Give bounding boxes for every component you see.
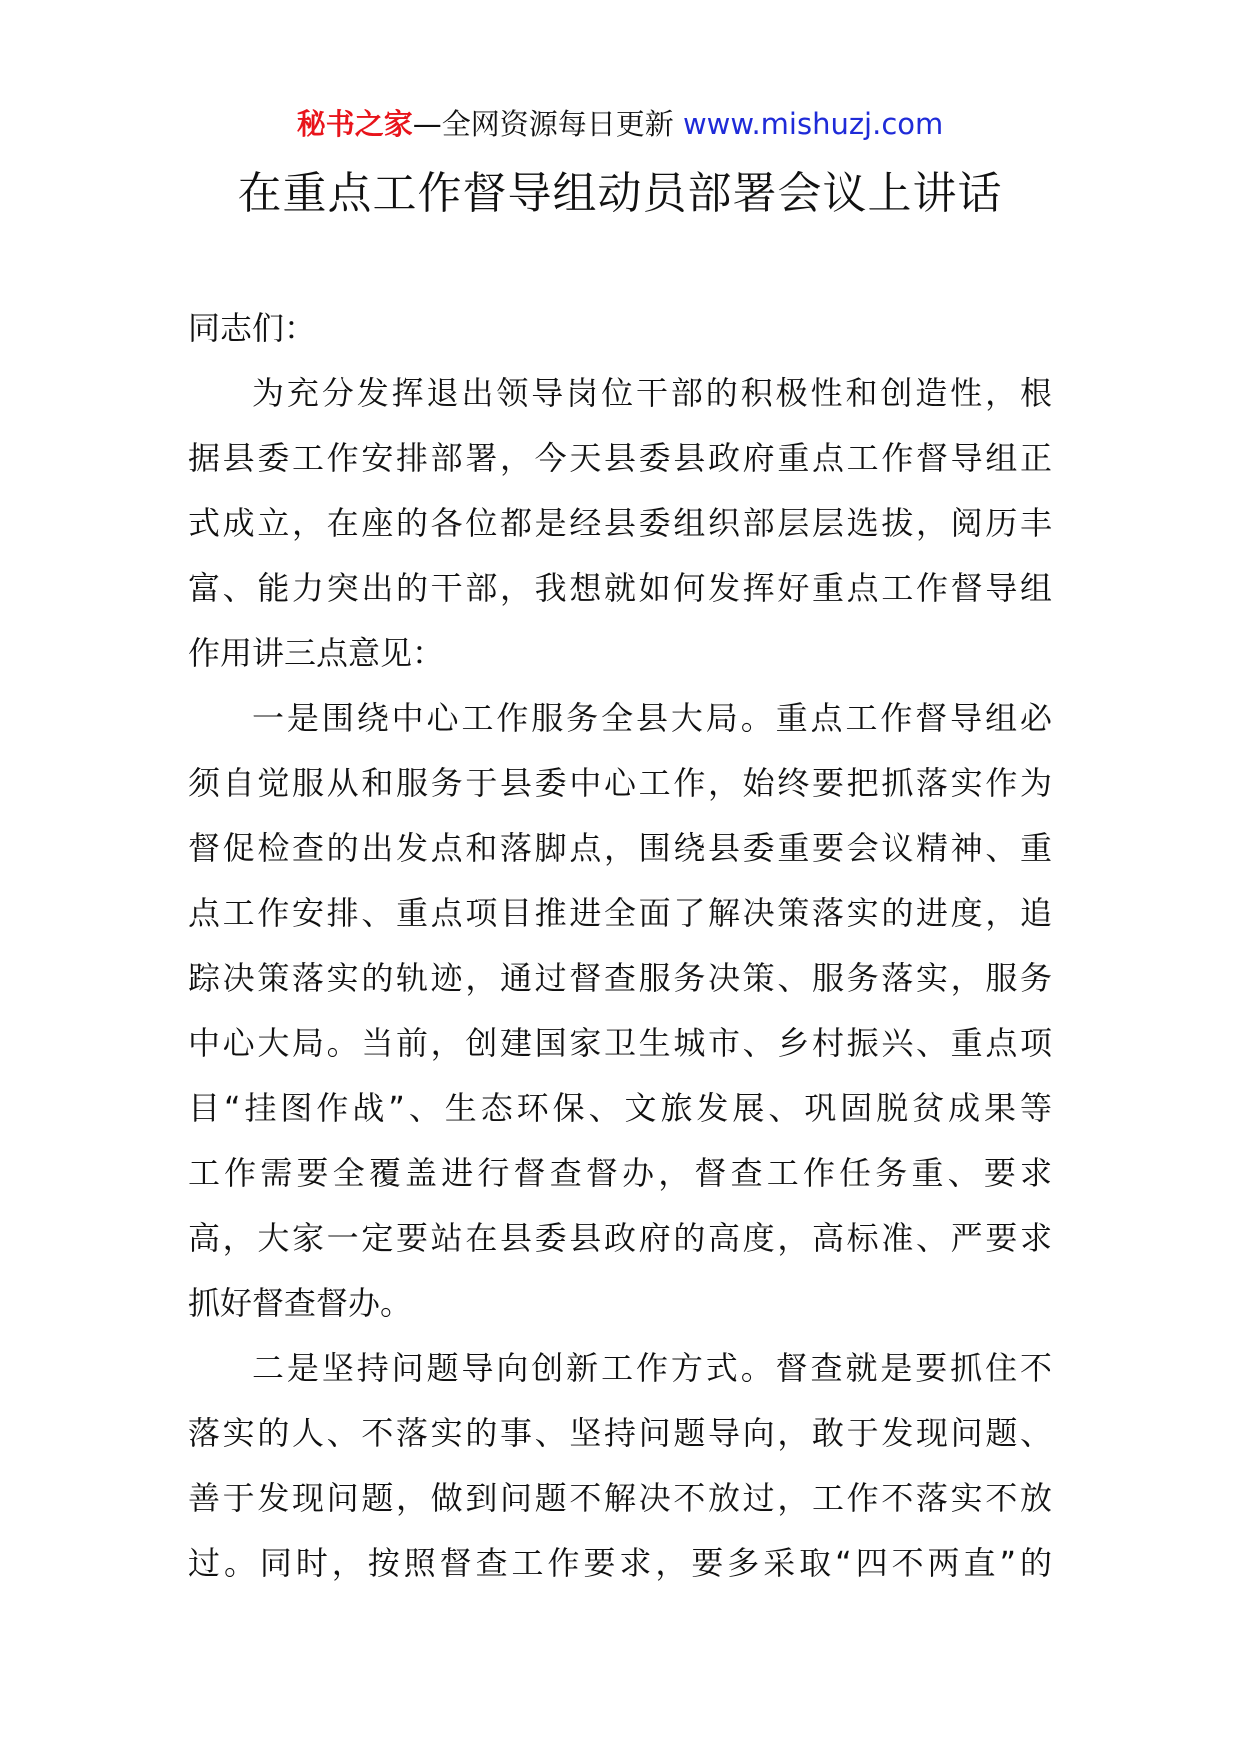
paragraph-line: 抓好督查督办。: [188, 1284, 413, 1322]
site-banner: [0, 104, 1240, 144]
site-url-link[interactable]: www.mishuzj.com: [682, 107, 944, 141]
paragraph-line: 一是围绕中心工作服务全县大局。重点工作督导组必: [252, 699, 1052, 737]
body-paragraph: [188, 1336, 1052, 1596]
paragraph-line: 工作需要全覆盖进行督查督办，督查工作任务重、要求: [188, 1154, 1052, 1192]
paragraph-line: 须自觉服从和服务于县委中心工作，始终要把抓落实作为: [188, 764, 1052, 802]
paragraph-line: 富、能力突出的干部，我想就如何发挥好重点工作督导组: [188, 569, 1052, 607]
paragraph-line: 式成立，在座的各位都是经县委组织部层层选拔，阅历丰: [188, 504, 1052, 542]
paragraph-line: 中心大局。当前，创建国家卫生城市、乡村振兴、重点项: [188, 1024, 1052, 1062]
salutation: 同志们：: [188, 309, 317, 347]
paragraph-line: 二是坚持问题导向创新工作方式。督查就是要抓住不: [252, 1349, 1052, 1387]
paragraph-line: 高，大家一定要站在县委县政府的高度，高标准、严要求: [188, 1219, 1052, 1257]
paragraph-list: [188, 361, 1052, 1596]
paragraph-line: 作用讲三点意见：: [188, 634, 445, 672]
paragraph-line: 点工作安排、重点项目推进全面了解决策落实的进度，追: [188, 894, 1052, 932]
paragraph-line: 落实的人、不落实的事、坚持问题导向，敢于发现问题、: [188, 1414, 1052, 1452]
paragraph-line: 据县委工作安排部署，今天县委县政府重点工作督导组正: [188, 439, 1052, 477]
body-paragraph: [188, 686, 1052, 1336]
paragraph-line: 过。同时，按照督查工作要求，要多采取“四不两直”的: [188, 1544, 1052, 1582]
body-paragraph: [188, 361, 1052, 686]
paragraph-line: 善于发现问题，做到问题不解决不放过，工作不落实不放: [188, 1479, 1052, 1517]
site-brand: 秘书之家: [296, 107, 413, 141]
site-tagline: —全网资源每日更新: [412, 107, 683, 141]
paragraph-line: 督促检查的出发点和落脚点，围绕县委重要会议精神、重: [188, 829, 1052, 867]
paragraph-line: 踪决策落实的轨迹，通过督查服务决策、服务落实，服务: [188, 959, 1052, 997]
paragraph-line: 为充分发挥退出领导岗位干部的积极性和创造性，根: [252, 374, 1052, 412]
document-title: 在重点工作督导组动员部署会议上讲话: [237, 168, 1003, 219]
paragraph-line: 目“挂图作战”、生态环保、文旅发展、巩固脱贫成果等: [188, 1089, 1052, 1127]
document-body: [188, 296, 1052, 1596]
